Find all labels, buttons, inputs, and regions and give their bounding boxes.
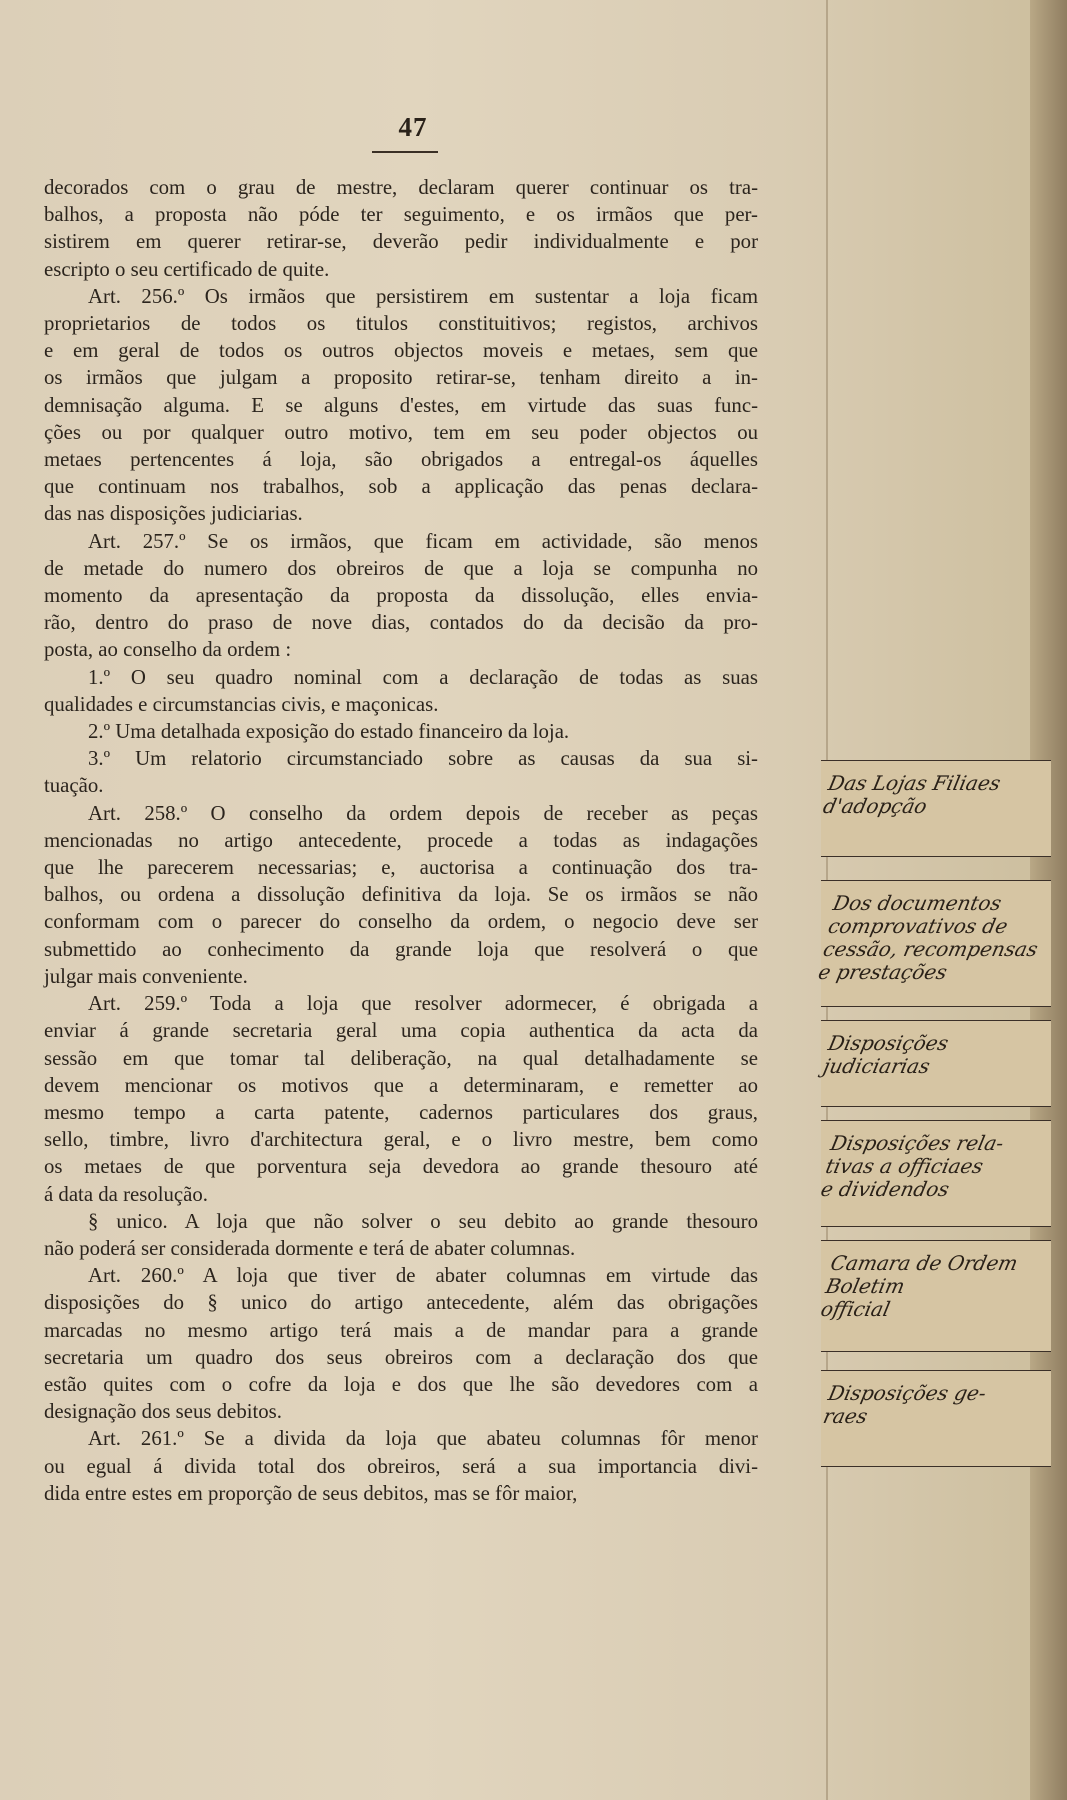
margin-note-line: judiciarias — [821, 1054, 933, 1078]
paragraph — [44, 1262, 758, 1425]
text-line: conformam com o parecer do conselho da ordem, o negocio deve ser — [44, 910, 758, 934]
margin-note-line: Disposições ge- — [826, 1381, 989, 1405]
margin-note-line: official — [818, 1297, 893, 1321]
paragraph — [44, 283, 758, 528]
margin-note-line: e dividendos — [818, 1177, 952, 1201]
margin-note — [821, 1382, 1046, 1428]
handwritten-margin-notes — [806, 760, 1046, 1480]
paragraph — [44, 174, 758, 283]
text-line: ções ou por qualquer outro motivo, tem em seu poder objectos ou — [44, 420, 758, 444]
margin-note-line: Camara de Ordem — [828, 1251, 1021, 1275]
text-line: designação dos seus debitos. — [44, 1400, 282, 1424]
text-line: escripto o seu certificado de quite. — [44, 257, 330, 281]
text-line: sessão em que tomar tal deliberação, na qual detalhadamente se — [44, 1046, 758, 1070]
text-line: que lhe parecerem necessarias; e, auctorisa a continuação dos tra- — [44, 856, 758, 880]
margin-note-line: e prestações — [816, 960, 950, 984]
text-line: demnisação alguma. E se alguns d'estes, em virtude das suas func- — [44, 393, 758, 417]
paragraph — [44, 800, 758, 990]
text-line: 3.º Um relatorio circumstanciado sobre as causas da sua si- — [88, 747, 758, 771]
text-line: enviar á grande secretaria geral uma copia authentica da acta da — [44, 1019, 758, 1043]
text-line: Art. 259.º Toda a loja que resolver adormecer, é obrigada a — [88, 992, 758, 1016]
text-line: secretaria um quadro dos seus obreiros com a declaração dos que — [44, 1345, 758, 1369]
margin-note — [816, 892, 1051, 984]
margin-note — [819, 1252, 1049, 1321]
text-line: 1.º O seu quadro nominal com a declaração de todas as suas — [88, 665, 758, 689]
paragraph — [44, 1208, 758, 1262]
text-line: rão, dentro do praso de nove dias, contados do da decisão da pro- — [44, 611, 758, 635]
margin-note-line: comprovativos de — [826, 914, 1010, 938]
text-line: Art. 260.º A loja que tiver de abater columnas em virtude das — [88, 1264, 758, 1288]
margin-note — [821, 1032, 1046, 1078]
text-line: Art. 256.º Os irmãos que persistirem em sustentar a loja ficam — [88, 284, 758, 308]
text-line: decorados com o grau de mestre, declaram querer continuar os tra- — [44, 176, 758, 199]
text-line: disposições do § unico do artigo antecedente, além das obrigações — [44, 1291, 758, 1315]
text-line: metaes pertencentes á loja, são obrigados a entregal-os áquelles — [44, 448, 758, 472]
page-number: 47 — [398, 112, 428, 142]
paragraph — [44, 528, 758, 664]
text-line: proprietarios de todos os titulos constituitivos; registos, archivos — [44, 312, 758, 336]
text-line: e em geral de todos os outros objectos moveis e metaes, sem que — [44, 339, 758, 363]
text-line: qualidades e circumstancias civis, e maçonicas. — [44, 692, 439, 716]
paragraph — [44, 664, 758, 718]
paragraph — [44, 745, 758, 799]
text-line: marcadas no mesmo artigo terá mais a de mandar para a grande — [44, 1318, 758, 1342]
margin-note-line: Boletim — [823, 1274, 908, 1298]
margin-note-line: tivas a officiaes — [823, 1154, 986, 1178]
text-line: momento da apresentação da proposta da dissolução, elles envia- — [44, 584, 758, 608]
text-line: estão quites com o cofre da loja e dos que lhe são devedores com a — [44, 1372, 758, 1396]
text-line: tuação. — [44, 774, 104, 798]
margin-note — [819, 1132, 1049, 1201]
text-line: dida entre estes em proporção de seus debitos, mas se fôr maior, — [44, 1481, 578, 1505]
text-line: devem mencionar os motivos que a determinaram, e remetter ao — [44, 1073, 758, 1097]
text-line: das nas disposições judiciarias. — [44, 502, 303, 526]
text-line: mesmo tempo a carta patente, cadernos particulares dos graus, — [44, 1100, 758, 1124]
text-line: Art. 261.º Se a divida da loja que abateu columnas fôr menor — [88, 1427, 758, 1451]
paragraph — [44, 1425, 758, 1507]
text-line: posta, ao conselho da ordem : — [44, 638, 292, 662]
margin-note — [821, 772, 1046, 818]
margin-note-line: Disposições — [826, 1031, 951, 1055]
text-line: não poderá ser considerada dormente e terá de abater columnas. — [44, 1236, 576, 1260]
text-line: os metaes de que porventura seja devedora ao grande thesouro até — [44, 1155, 758, 1179]
text-line: Art. 258.º O conselho da ordem depois de receber as peças — [88, 801, 758, 825]
paragraph — [44, 718, 758, 745]
text-line: mencionadas no artigo antecedente, procede a todas as indagações — [44, 828, 758, 852]
text-line: os irmãos que julgam a proposito retirar-se, tenham direito a in- — [44, 366, 758, 390]
text-line: § unico. A loja que não solver o seu debito ao grande thesouro — [88, 1209, 758, 1233]
page-number-rule — [372, 151, 438, 153]
text-line: balhos, ou ordena a dissolução definitiva da loja. Se os irmãos se não — [44, 883, 758, 907]
text-line: julgar mais conveniente. — [44, 964, 248, 988]
margin-note-line: raes — [821, 1404, 870, 1428]
text-line: que continuam nos trabalhos, sob a applicação das penas declara- — [44, 475, 758, 499]
text-line: sistirem em querer retirar-se, deverão pedir individualmente e por — [44, 230, 758, 254]
text-line: ou egual á divida total dos obreiros, será a sua importancia divi- — [44, 1454, 758, 1478]
margin-note-line: Dos documentos — [830, 891, 1004, 915]
margin-note-line: Das Lojas Filiaes d'adopção — [821, 771, 1003, 818]
body-text — [44, 174, 758, 1507]
margin-note-line: Disposições rela- — [828, 1131, 1006, 1155]
margin-note-line: cessão, recompensas — [821, 937, 1041, 961]
text-line: balhos, a proposta não póde ter seguimento, e os irmãos que per- — [44, 203, 758, 227]
text-line: sello, timbre, livro d'architectura geral, e o livro mestre, bem como — [44, 1128, 758, 1152]
paragraph — [44, 990, 758, 1208]
text-line: Art. 257.º Se os irmãos, que ficam em actividade, são menos — [88, 529, 758, 553]
text-line: submettido ao conhecimento da grande loja que resolverá o que — [44, 937, 758, 961]
text-line: 2.º Uma detalhada exposição do estado financeiro da loja. — [88, 720, 570, 744]
text-line: á data da resolução. — [44, 1182, 208, 1206]
text-line: de metade do numero dos obreiros de que a loja se compunha no — [44, 556, 758, 580]
